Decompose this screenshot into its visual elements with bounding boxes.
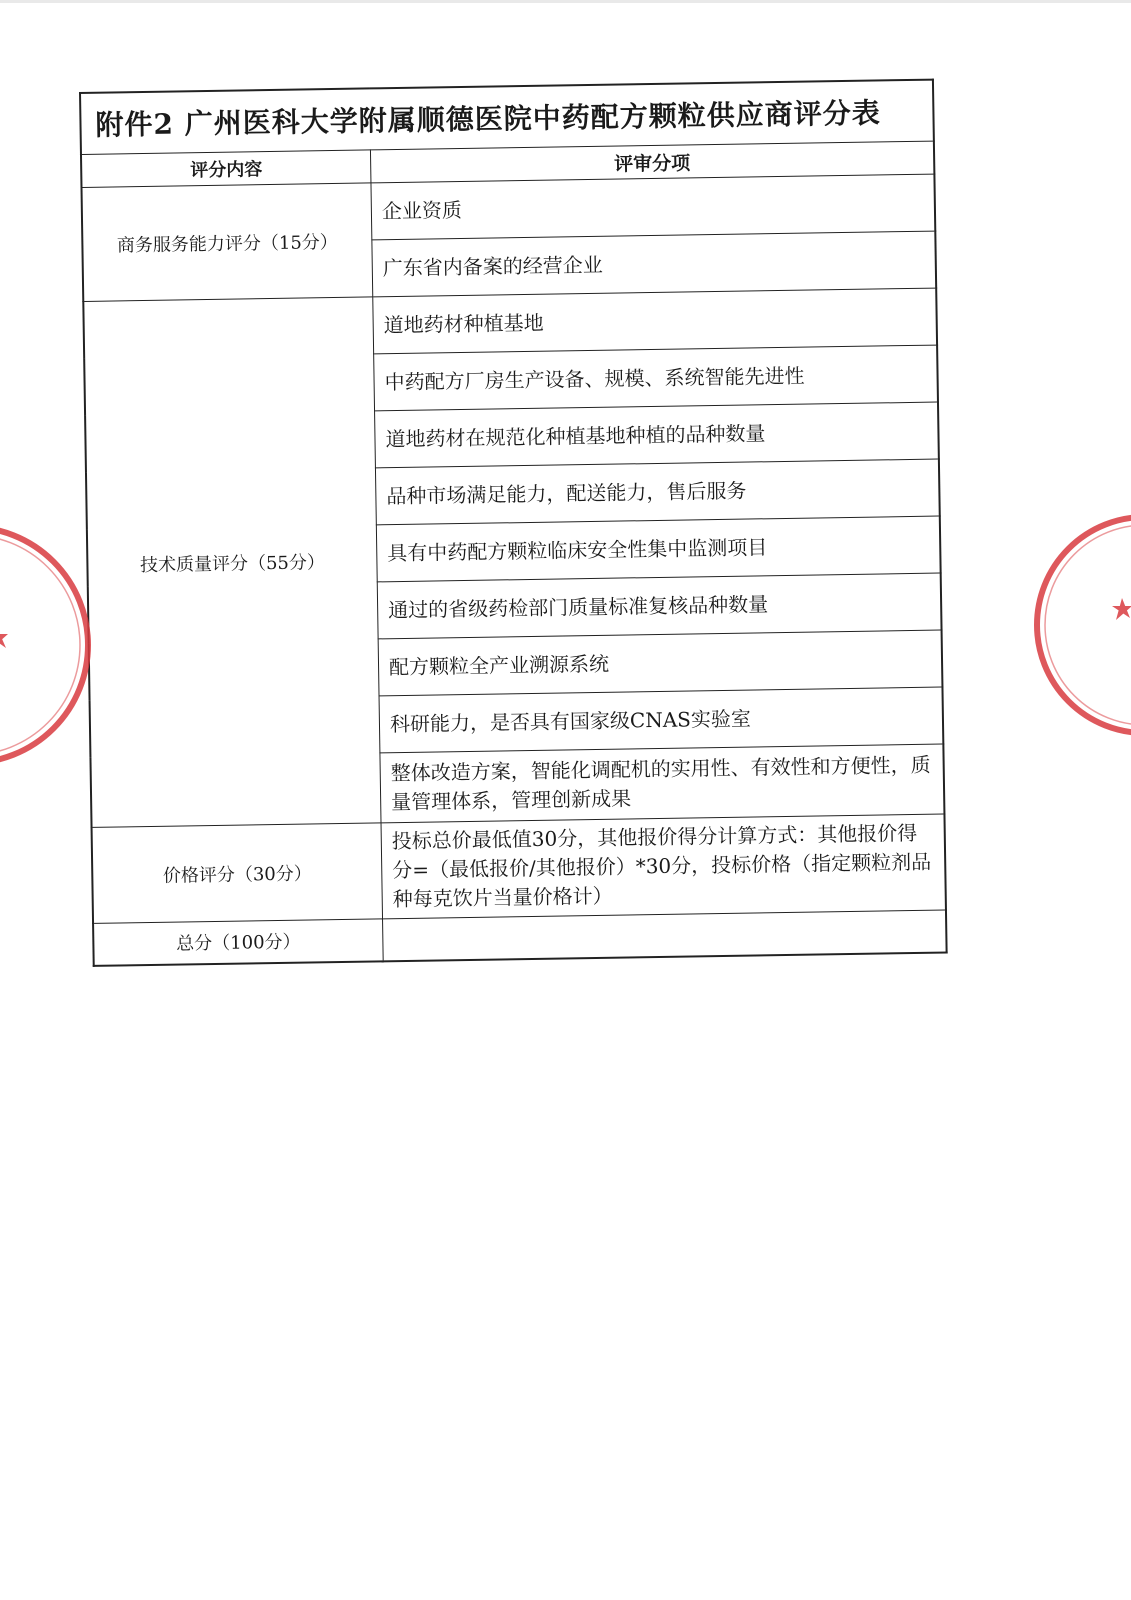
document-title: 附件2 广州医科大学附属顺德医院中药配方颗粒供应商评分表 — [80, 80, 934, 155]
category-technical: 技术质量评分（55分） — [83, 297, 381, 827]
category-business: 商务服务能力评分（15分） — [81, 183, 372, 302]
official-seal-left — [0, 520, 100, 770]
total-score-value — [383, 910, 947, 961]
scoring-sheet — [79, 79, 948, 967]
official-seal-right — [1020, 510, 1131, 740]
criterion-item: 配方颗粒全产业溯源系统 — [378, 630, 942, 696]
header-scoring-content: 评分内容 — [81, 150, 371, 188]
criterion-item: 具有中药配方颗粒临床安全性集中监测项目 — [376, 516, 940, 582]
total-score-label: 总分（100分） — [93, 919, 383, 966]
criterion-item: 中药配方厂房生产设备、规模、系统智能先进性 — [374, 345, 938, 411]
criterion-item: 品种市场满足能力，配送能力，售后服务 — [375, 459, 939, 525]
category-price: 价格评分（30分） — [92, 823, 383, 924]
criterion-item: 整体改造方案，智能化调配机的实用性、有效性和方便性，质量管理体系，管理创新成果 — [380, 744, 945, 823]
header-review-items: 评审分项 — [370, 141, 934, 183]
criterion-item: 道地药材在规范化种植基地种植的品种数量 — [375, 402, 939, 468]
criterion-item: 企业资质 — [371, 174, 935, 240]
criterion-item: 科研能力，是否具有国家级CNAS实验室 — [379, 687, 943, 753]
criterion-item: 通过的省级药检部门质量标准复核品种数量 — [377, 573, 941, 639]
scoring-table — [79, 79, 948, 967]
criterion-item: 投标总价最低值30分，其他报价得分计算方式：其他报价得分=（最低报价/其他报价）*30分，投标价格（指定颗粒剂品种每克饮片当量价格计） — [381, 814, 946, 919]
criterion-item: 道地药材种植基地 — [373, 288, 937, 354]
criterion-item: 广东省内备案的经营企业 — [372, 231, 936, 297]
scan-edge-top — [0, 0, 1131, 3]
